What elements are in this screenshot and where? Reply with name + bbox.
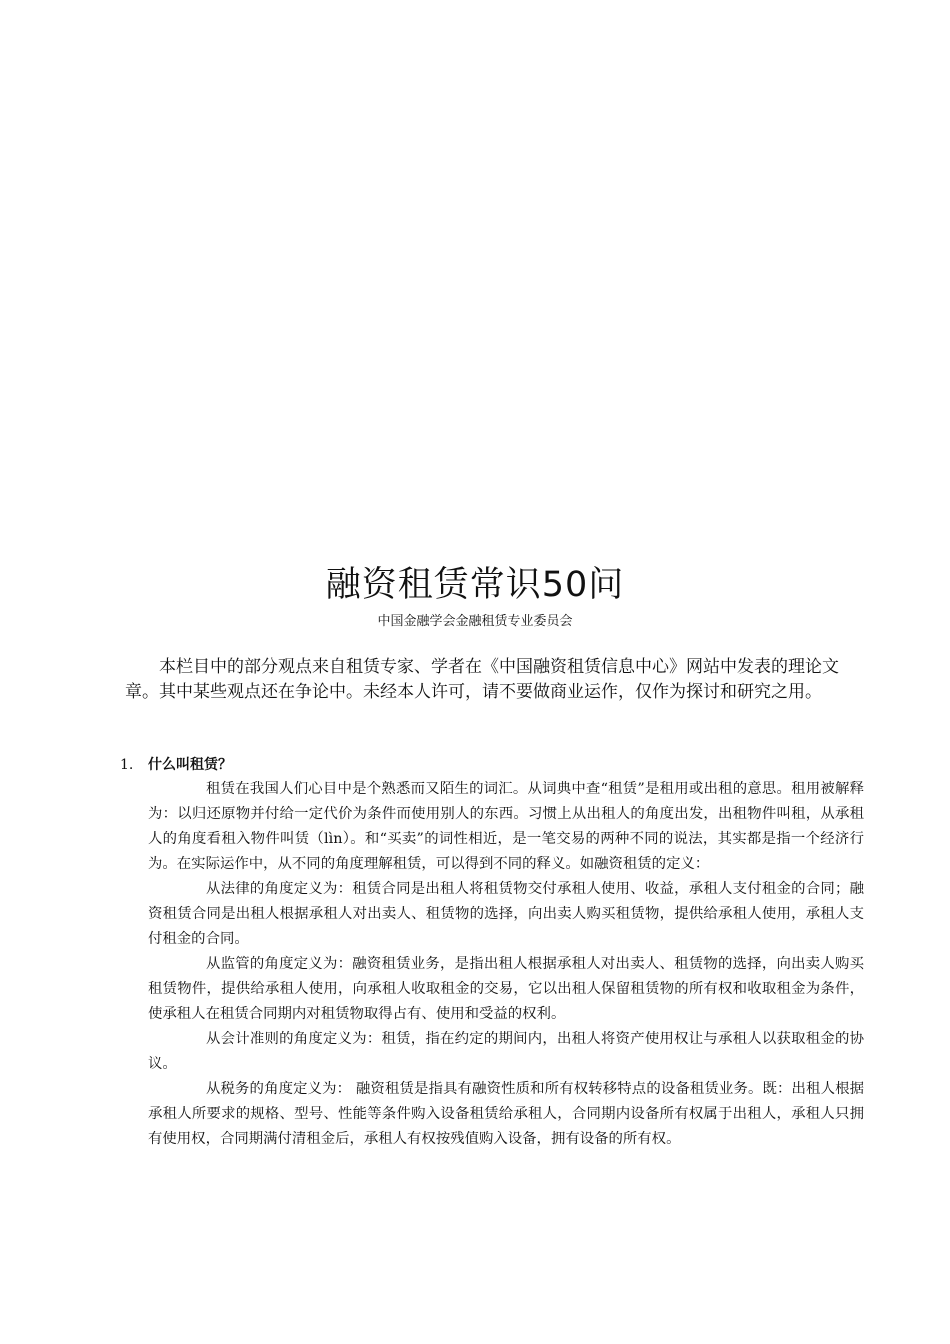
body-paragraph: 从法律的角度定义为：租赁合同是出租人将租赁物交付承租人使用、收益，承租人支付租金的合同；融资租赁合同是出租人根据承租人对出卖人、租赁物的选择，向出卖人购买租赁物，提供给承租人使用，承租人支付租金的合同。 (148, 881, 864, 947)
question-body (148, 777, 864, 1152)
body-paragraph: 从会计准则的角度定义为：租赁，指在约定的期间内，出租人将资产使用权让与承租人以获取租金的协议。 (148, 1031, 864, 1072)
question-number: 1. (120, 757, 134, 773)
intro-section (125, 655, 855, 705)
intro-paragraph: 本栏目中的部分观点来自租赁专家、学者在《中国融资租赁信息中心》网站中发表的理论文章。其中某些观点还在争论中。未经本人许可，请不要做商业运作，仅作为探讨和研究之用。 (125, 657, 839, 702)
document-subtitle: 中国金融学会金融租赁专业委员会 (377, 614, 573, 629)
question-title: 什么叫租赁？ (148, 757, 232, 773)
body-paragraph: 从税务的角度定义为： 融资租赁是指具有融资性质和所有权转移特点的设备租赁业务。既：出租人根据承租人所要求的规格、型号、性能等条件购入设备租赁给承租人，合同期内设备所有权属于出租人，承租人只拥有使用权，合同期满付清租金后，承租人有权按残值购入设备，拥有设备的所有权。 (148, 1081, 864, 1147)
document-title: 融资租赁常识50问 (325, 565, 625, 606)
body-paragraph: 租赁在我国人们心目中是个熟悉而又陌生的词汇。从词典中查“租赁”是租用或出租的意思。租用被解释为：以归还原物并付给一定代价为条件而使用别人的东西。习惯上从出租人的角度出发，出租物件叫租，从承租人的角度看租入物件叫赁（lìn）。和“买卖”的词性相近，是一笔交易的两种不同的说法，其实都是指一个经济行为。在实际运作中，从不同的角度理解租赁，可以得到不同的释义。如融资租赁的定义： (148, 781, 864, 872)
question-heading (120, 754, 232, 774)
body-paragraph: 从监管的角度定义为：融资租赁业务，是指出租人根据承租人对出卖人、租赁物的选择，向出卖人购买租赁物件，提供给承租人使用，向承租人收取租金的交易，它以出租人保留租赁物的所有权和收取租金为条件，使承租人在租赁合同期内对租赁物取得占有、使用和受益的权利。 (148, 956, 864, 1022)
